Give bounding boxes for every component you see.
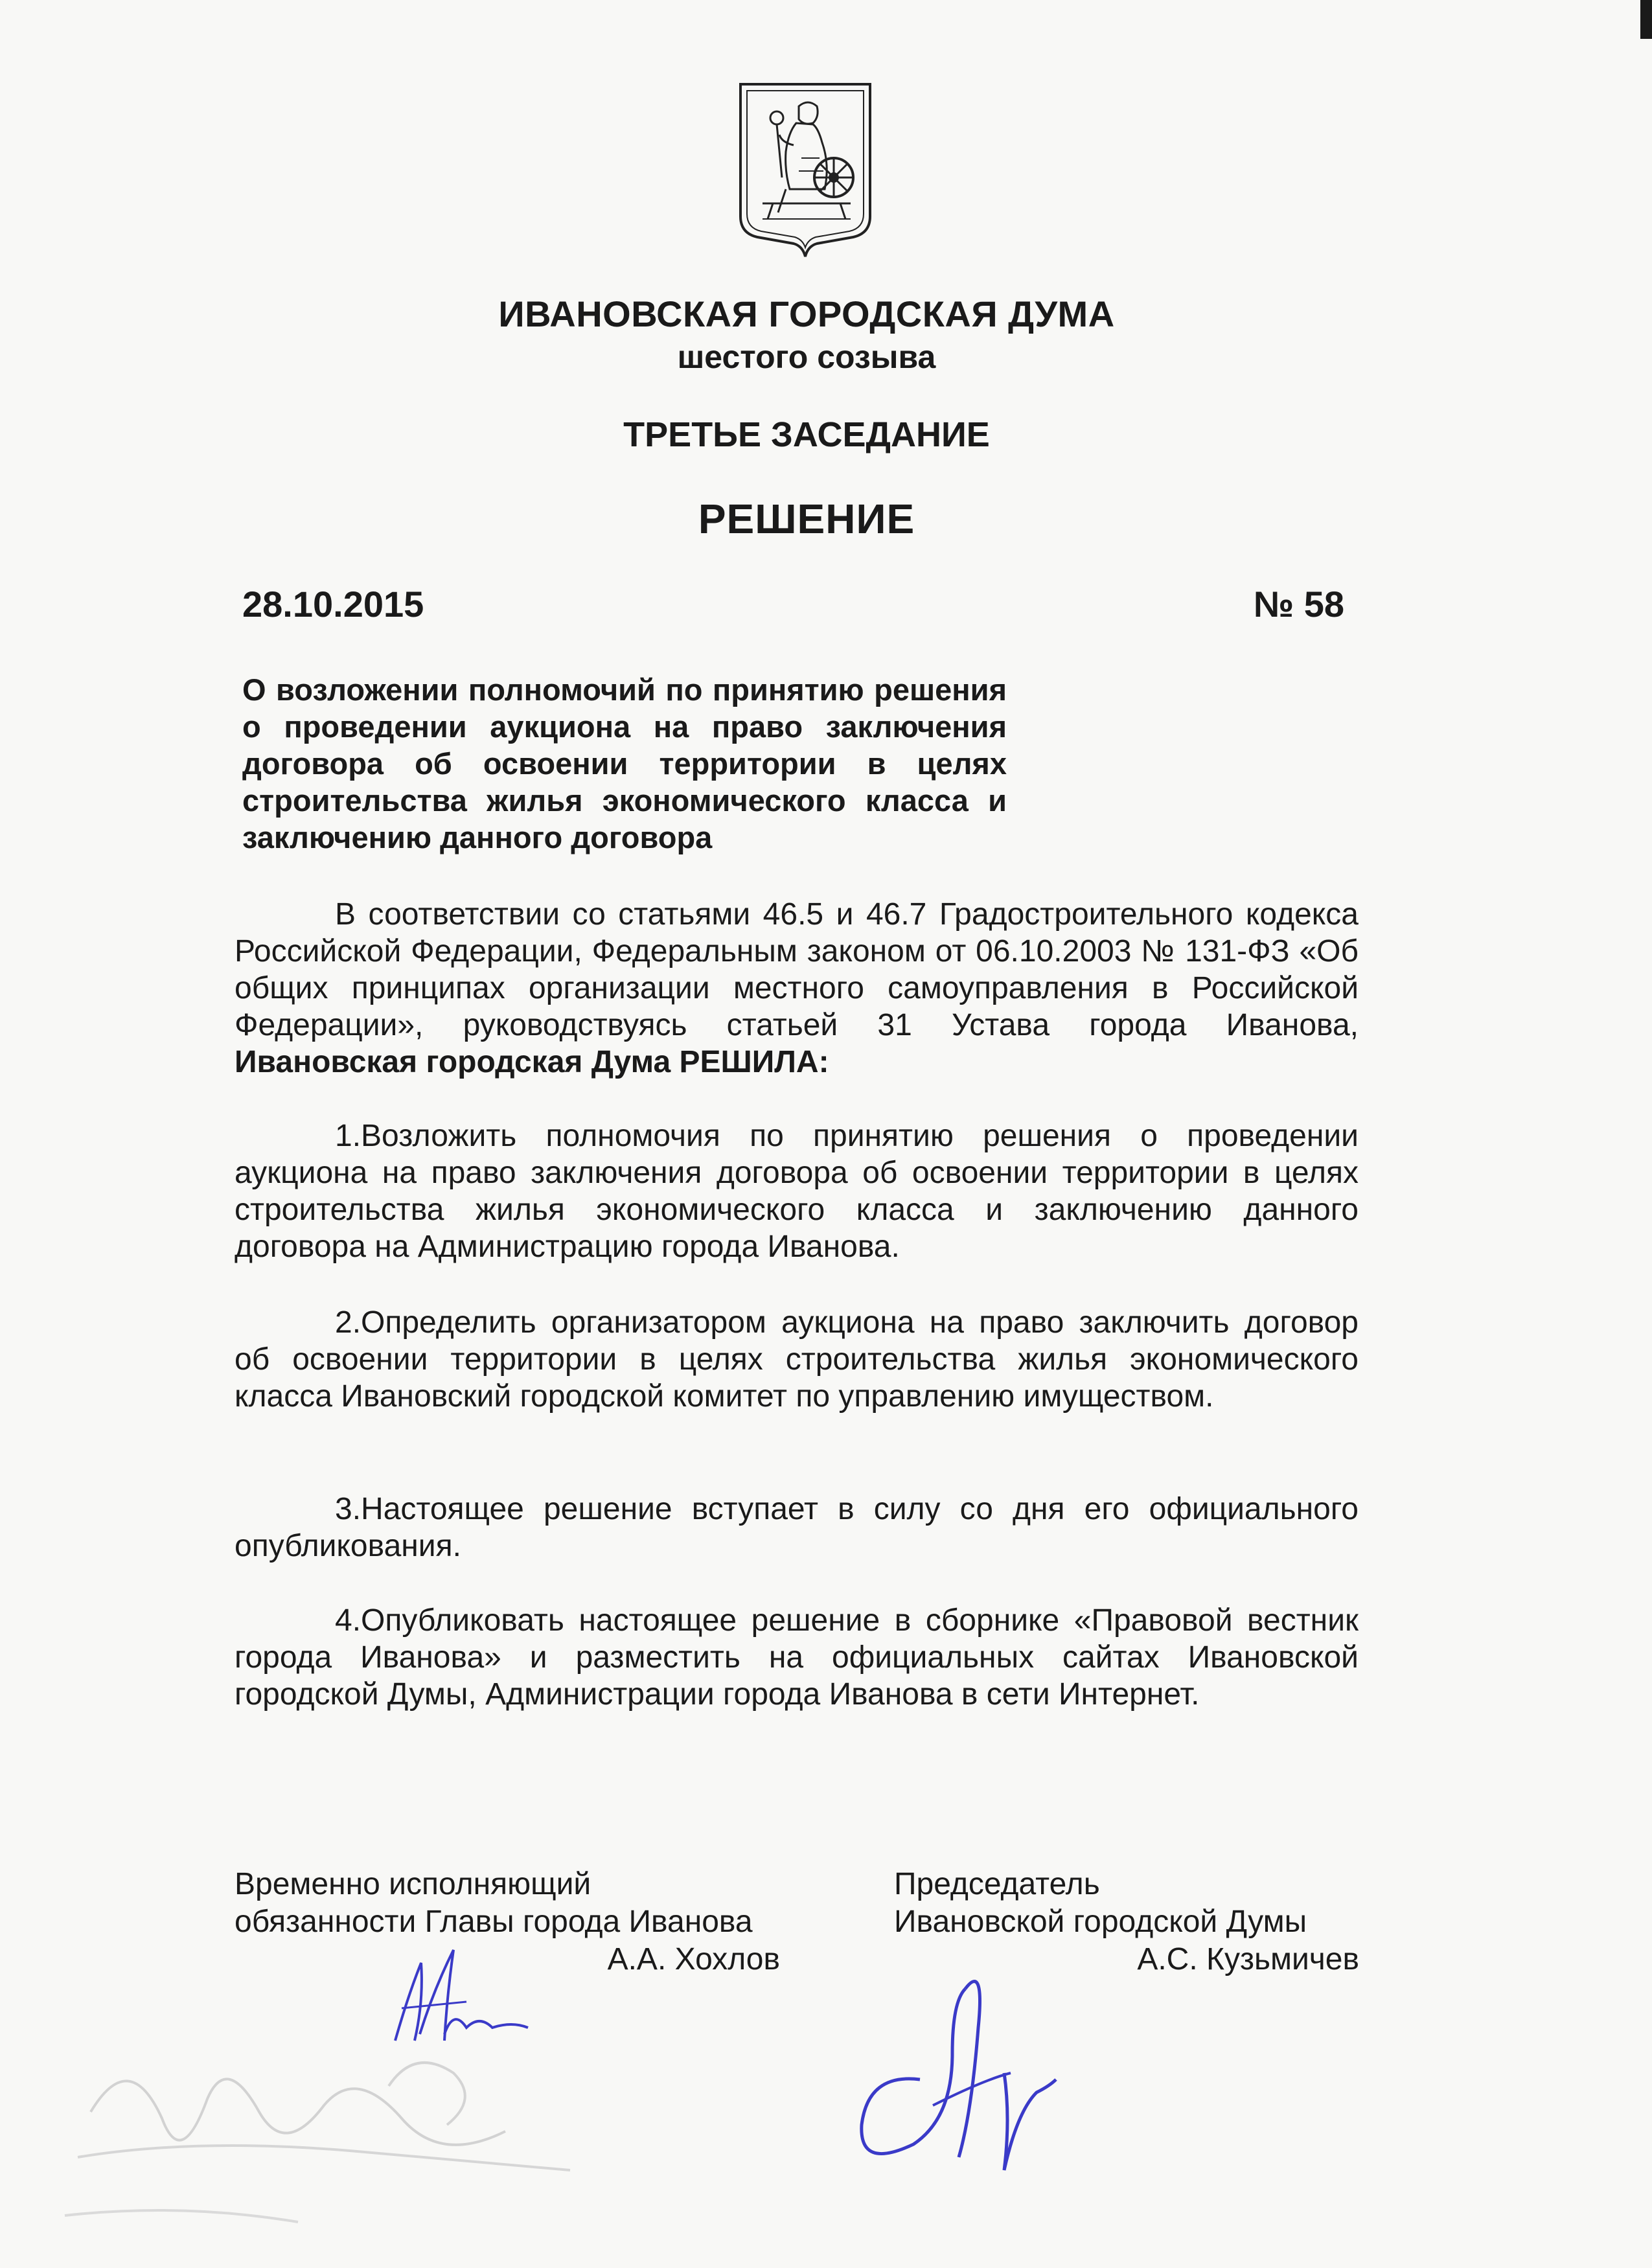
left-handwritten-signature <box>382 1937 538 2060</box>
signatory-title-line-1: Председатель <box>894 1867 1100 1901</box>
decision-date: 28.10.2015 <box>242 584 424 624</box>
session-label: ТРЕТЬЕ ЗАСЕДАНИЕ <box>623 415 990 454</box>
decision-item-2: 2.Определить организатором аукциона на право заключить договор об освоении территории в целях строительства жилья экономического класса Ивановский городской комитет по управлению имуществом. <box>235 1305 1359 1414</box>
document-type-title: РЕШЕНИЕ <box>698 496 915 542</box>
signatory-title-line-2: обязанности Главы города Иванова <box>235 1905 753 1939</box>
signatory-title-line-1: Временно исполняющий <box>235 1867 591 1901</box>
convocation-label: шестого созыва <box>677 339 936 375</box>
signatory-name: А.А. Хохлов <box>607 1942 780 1976</box>
decision-item-3: 3.Настоящее решение вступает в силу со дня его официального опубликования. <box>235 1492 1359 1563</box>
resolution-phrase: Ивановская городская Дума РЕШИЛА: <box>235 1045 829 1079</box>
decision-number: № 58 <box>1253 584 1344 624</box>
preamble-paragraph <box>235 896 1359 1081</box>
coat-of-arms-icon <box>737 80 874 263</box>
right-handwritten-signature <box>842 1950 1075 2196</box>
preamble-text: В соответствии со статьями 46.5 и 46.7 Градостроительного кодекса Российской Федерации, Федеральным законом от 06.10.2003 № 131-ФЗ «Об общих принципах организации местного самоуправления в Российской Федерации», руководствуясь статьей 31 Устава города Иванова, <box>235 897 1359 1042</box>
organization-name: ИВАНОВСКАЯ ГОРОДСКАЯ ДУМА <box>498 293 1115 334</box>
scan-edge-mark <box>1640 0 1652 39</box>
signatory-title-line-2: Ивановской городской Думы <box>894 1905 1307 1939</box>
decision-item-1: 1.Возложить полномочия по принятию решения о проведении аукциона на право заключения договора об освоении территории в целях строительства жилья экономического класса и заключению данного договора на Администрацию города Иванова. <box>235 1119 1359 1264</box>
decision-subject: О возложении полномочий по принятию решения о проведении аукциона на право заключения договора об освоении территории в целях строительства жилья экономического класса и заключению данного договора <box>242 672 1007 854</box>
signatory-name: А.С. Кузьмичев <box>1137 1942 1359 1976</box>
decision-item-4: 4.Опубликовать настоящее решение в сборнике «Правовой вестник города Иванова» и разместить на официальных сайтах Ивановской городской Думы, Администрации города Иванова в сети Интернет. <box>235 1603 1359 1712</box>
